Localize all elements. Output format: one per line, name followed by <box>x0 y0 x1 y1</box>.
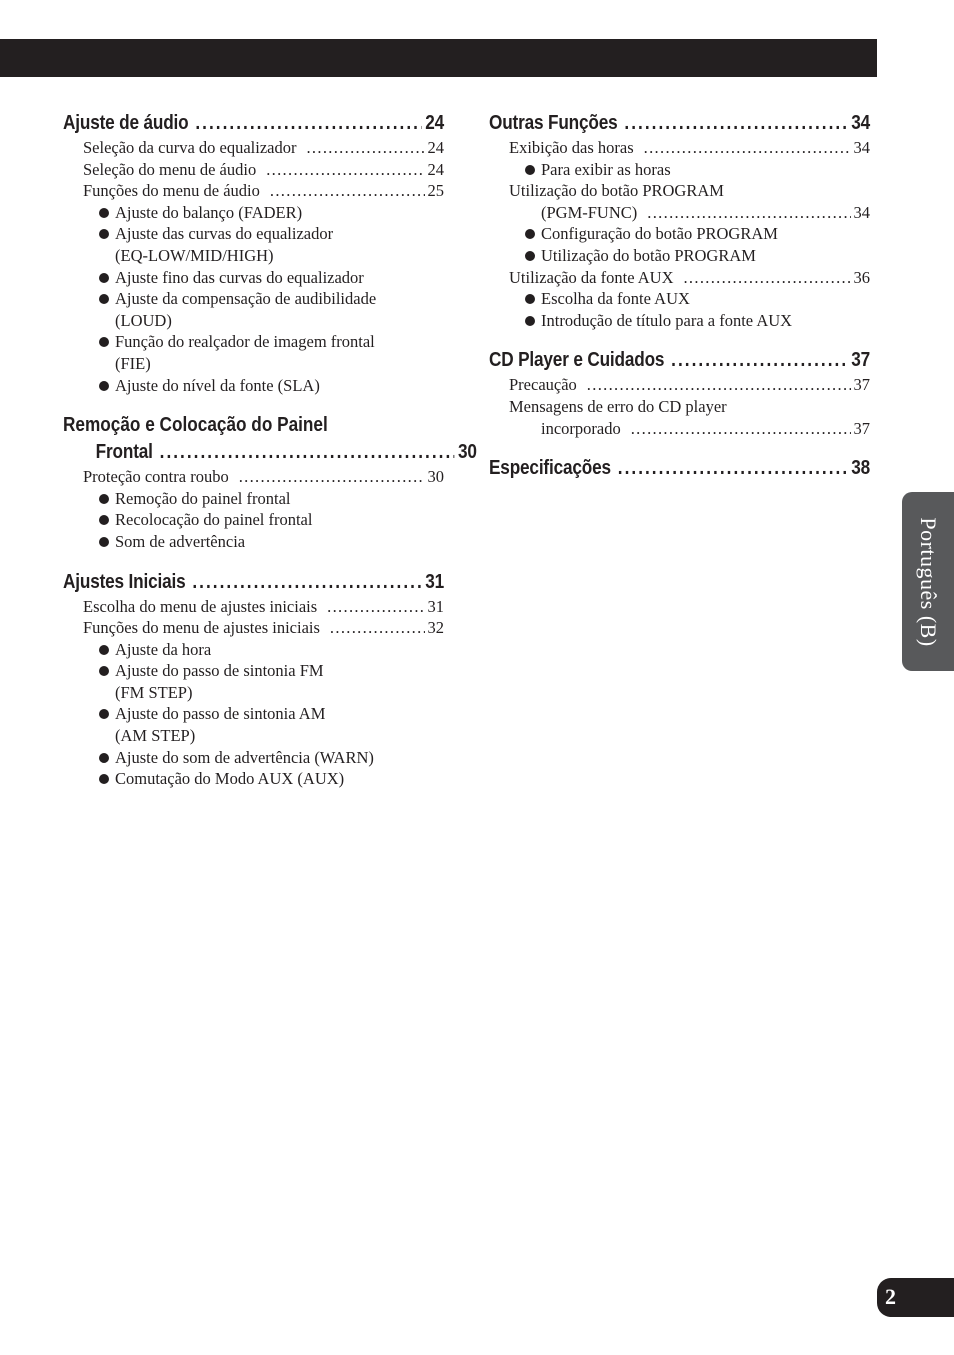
entry-page: 34 <box>853 138 870 157</box>
bullet-text: Ajuste da hora <box>115 639 212 659</box>
bullet-text: Recolocação do painel frontal <box>115 510 313 530</box>
toc-entry[interactable] <box>63 466 444 488</box>
toc-bullet-item[interactable] <box>63 223 444 266</box>
bullet-dot-icon <box>99 774 109 784</box>
dot-leader <box>192 569 421 596</box>
section-page: 37 <box>851 349 871 372</box>
bullet-text-cont: (FIE) <box>115 353 151 373</box>
entry-page: 32 <box>427 618 444 638</box>
entry-page: 30 <box>427 467 444 487</box>
toc-bullet-item[interactable] <box>63 288 444 331</box>
header-bar <box>0 39 877 77</box>
bullet-dot-icon <box>525 229 535 239</box>
toc-bullet-item[interactable] <box>63 747 444 769</box>
toc-bullet-item[interactable] <box>63 660 444 703</box>
toc-section-heading[interactable] <box>489 455 870 482</box>
bullet-text-cont: (LOUD) <box>115 310 172 330</box>
bullet-dot-icon <box>99 494 109 504</box>
bullet-text: Comutação do Modo AUX (AUX) <box>115 769 345 789</box>
bullet-dot-icon <box>99 229 109 239</box>
bullet-dot-icon <box>99 666 109 676</box>
dot-leader <box>239 466 425 488</box>
section-title: Ajustes Iniciais <box>63 570 186 593</box>
dot-leader <box>270 180 425 202</box>
toc-bullet-item[interactable] <box>489 310 870 332</box>
entry-text: Funções do menu de ajustes iniciais <box>83 618 320 638</box>
dot-leader <box>647 202 850 224</box>
toc-entry[interactable] <box>63 180 444 202</box>
bullet-text: Ajuste fino das curvas do equalizador <box>115 267 364 287</box>
bullet-dot-icon <box>99 753 109 763</box>
toc-column-right <box>489 110 870 482</box>
section-title: CD Player e Cuidados <box>489 349 665 372</box>
bullet-text: Escolha da fonte AUX <box>541 289 690 309</box>
bullet-dot-icon <box>99 709 109 719</box>
toc-bullet-item[interactable] <box>63 768 444 790</box>
bullet-text: Remoção do painel frontal <box>115 488 291 508</box>
entry-text: Escolha do menu de ajustes iniciais <box>83 596 318 616</box>
toc-bullet-item[interactable] <box>63 639 444 661</box>
toc-bullet-item[interactable] <box>63 375 444 397</box>
bullet-text: Utilização do botão PROGRAM <box>541 245 756 265</box>
section-title: Ajuste de áudio <box>63 112 189 134</box>
toc-entry[interactable] <box>63 137 444 159</box>
toc-entry[interactable] <box>489 374 870 396</box>
dot-leader <box>266 159 424 181</box>
entry-text: (PGM-FUNC) <box>541 202 638 222</box>
bullet-dot-icon <box>525 165 535 175</box>
toc-bullet-item[interactable] <box>63 267 444 289</box>
bullet-dot-icon <box>525 294 535 304</box>
language-tab-label: Português (B) <box>916 516 941 647</box>
language-tab <box>902 492 954 671</box>
bullet-dot-icon <box>99 381 109 391</box>
bullet-text: Ajuste do passo de sintonia AM <box>115 704 326 724</box>
bullet-dot-icon <box>99 294 109 304</box>
toc-entry-cont[interactable] <box>489 418 870 440</box>
toc-bullet-item[interactable] <box>489 159 870 181</box>
dot-leader <box>671 347 848 374</box>
dot-leader <box>330 617 425 639</box>
toc-bullet-item[interactable] <box>63 331 444 374</box>
section-page: 38 <box>851 457 871 480</box>
toc-bullet-item[interactable] <box>63 509 444 531</box>
toc-column-left <box>63 110 477 790</box>
bullet-text: Ajuste das curvas do equalizador <box>115 224 334 244</box>
toc-entry[interactable] <box>489 267 870 289</box>
toc-section-heading[interactable] <box>489 110 870 137</box>
section-title: Frontal <box>95 441 153 464</box>
bullet-text: Ajuste do nível da fonte (SLA) <box>115 375 320 395</box>
toc-bullet-item[interactable] <box>63 202 444 224</box>
bullet-dot-icon <box>99 273 109 283</box>
entry-page: 24 <box>427 159 444 179</box>
entry-text: Funções do menu de áudio <box>83 181 260 201</box>
entry-text: incorporado <box>541 418 621 438</box>
entry-text: Proteção contra roubo <box>83 467 229 487</box>
bullet-text: Função do realçador de imagem frontal <box>115 332 375 352</box>
section-title: Especificações <box>489 457 611 480</box>
toc-entry[interactable]: Mensagens de erro do CD player <box>509 396 727 416</box>
dot-leader <box>683 267 850 289</box>
bullet-text: Configuração do botão PROGRAM <box>541 224 778 244</box>
toc-section-heading[interactable] <box>63 569 444 596</box>
dot-leader <box>631 418 851 440</box>
entry-page: 24 <box>427 138 444 157</box>
section-page: 24 <box>425 112 445 134</box>
entry-page: 36 <box>853 267 870 287</box>
bullet-text: Introdução de título para a fonte AUX <box>541 310 793 330</box>
toc-section-heading-cont[interactable] <box>63 439 477 466</box>
bullet-text: Ajuste do balanço (FADER) <box>115 202 303 222</box>
dot-leader <box>587 374 851 396</box>
toc-entry[interactable] <box>63 617 444 639</box>
dot-leader <box>327 596 424 618</box>
dot-leader <box>644 137 851 159</box>
dot-leader <box>618 455 848 482</box>
bullet-text: Para exibir as horas <box>541 159 671 179</box>
page-number: 2 <box>885 1284 896 1309</box>
toc-section-heading[interactable] <box>489 347 870 374</box>
toc-entry[interactable] <box>63 596 444 618</box>
toc-entry[interactable] <box>63 159 444 181</box>
page-number-tab <box>877 1278 954 1317</box>
dot-leader <box>195 110 421 137</box>
section-page: 34 <box>851 112 871 134</box>
bullet-dot-icon <box>525 316 535 326</box>
toc-bullet-item[interactable] <box>63 703 444 746</box>
bullet-text: Som de advertência <box>115 531 246 551</box>
entry-page: 37 <box>853 375 870 395</box>
section-page: 30 <box>457 441 477 464</box>
bullet-dot-icon <box>525 251 535 261</box>
bullet-text: Ajuste do som de advertência (WARN) <box>115 747 374 767</box>
entry-text: Seleção da curva do equalizador <box>83 138 297 157</box>
toc-bullet-item[interactable] <box>489 245 870 267</box>
entry-text: Seleção do menu de áudio <box>83 159 257 179</box>
dot-leader <box>306 137 424 159</box>
bullet-dot-icon <box>99 337 109 347</box>
dot-leader <box>160 439 455 466</box>
entry-page: 37 <box>853 418 870 438</box>
bullet-text-cont: (FM STEP) <box>115 682 193 702</box>
bullet-dot-icon <box>99 537 109 547</box>
bullet-dot-icon <box>99 208 109 218</box>
entry-page: 31 <box>427 596 444 616</box>
toc-entry[interactable] <box>489 137 870 159</box>
toc-bullet-item[interactable] <box>489 288 870 310</box>
entry-page: 25 <box>427 181 444 201</box>
bullet-text: Ajuste da compensação de audibilidade <box>115 289 377 309</box>
toc-section-heading[interactable] <box>63 110 444 137</box>
section-title: Outras Funções <box>489 112 618 134</box>
entry-text: Exibição das horas <box>509 138 634 157</box>
toc-bullet-item[interactable] <box>63 531 444 553</box>
toc-entry-cont[interactable] <box>489 202 870 224</box>
bullet-dot-icon <box>99 515 109 525</box>
entry-page: 34 <box>853 202 870 222</box>
toc-bullet-item[interactable] <box>489 223 870 245</box>
section-page: 31 <box>425 570 445 593</box>
entry-text: Precaução <box>509 375 577 395</box>
toc-entry[interactable]: Utilização do botão PROGRAM <box>509 181 724 201</box>
bullet-text-cont: (EQ-LOW/MID/HIGH) <box>115 245 274 265</box>
bullet-text-cont: (AM STEP) <box>115 726 196 746</box>
bullet-dot-icon <box>99 645 109 655</box>
dot-leader <box>624 110 847 137</box>
toc-section-heading[interactable]: Remoção e Colocação do Painel <box>63 414 328 437</box>
toc-bullet-item[interactable] <box>63 488 444 510</box>
bullet-text: Ajuste do passo de sintonia FM <box>115 661 324 681</box>
entry-text: Utilização da fonte AUX <box>509 267 674 287</box>
